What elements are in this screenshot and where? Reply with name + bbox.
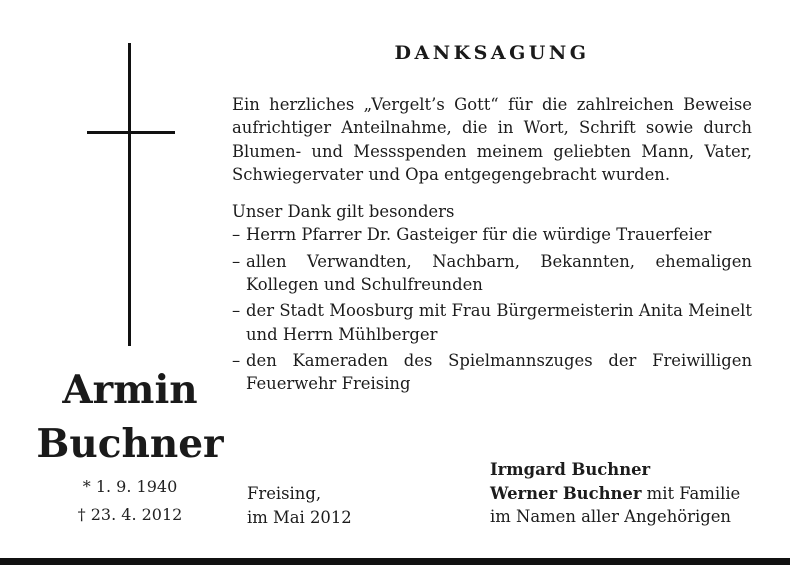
signer-line-2-rest: mit Familie — [641, 483, 741, 503]
dash-bullet: – — [232, 225, 241, 245]
cross-icon — [128, 43, 131, 346]
bottom-rule — [0, 558, 790, 565]
notice-body — [232, 93, 752, 399]
thanks-intro: Unser Dank gilt besonders — [232, 202, 455, 222]
deceased-last-name: Buchner — [36, 421, 224, 467]
signers — [490, 458, 740, 529]
place-date: im Mai 2012 — [247, 507, 352, 527]
thanks-list — [232, 223, 752, 395]
deceased-first-name: Armin — [62, 367, 198, 413]
list-item — [232, 223, 752, 246]
cross-icon-crossbar — [87, 131, 175, 134]
signer-line-3: im Namen aller Angehörigen — [490, 507, 731, 526]
intro-paragraph: Ein herzliches „Vergelt’s Gott“ für die zahlreichen Beweise aufrichtiger Anteilnahme, die in Wort, Schrift sowie durch Blumen- und Messspenden meinem geliebten Mann, Vater, Schwiegervater und Opa entgegengebracht wurden. — [232, 95, 752, 184]
thanks-item-text: allen Verwandten, Nachbarn, Bekannten, ehemaligen Kollegen und Schulfreunden — [246, 251, 752, 295]
place-and-date — [247, 482, 352, 529]
thanks-item-text: den Kameraden des Spielmannszuges der Freiwilligen Feuerwehr Freising — [246, 350, 752, 394]
dash-bullet: – — [232, 350, 241, 370]
signer-line-2 — [490, 482, 740, 506]
place-city: Freising, — [247, 484, 322, 503]
list-item — [232, 250, 752, 297]
list-item — [232, 349, 752, 396]
dash-bullet: – — [232, 301, 241, 321]
dash-bullet: – — [232, 251, 241, 271]
thanks-item-text: der Stadt Moosburg mit Frau Bürgermeisterin Anita Meinelt und Herrn Mühlberger — [246, 301, 752, 344]
thanks-item-text: Herrn Pfarrer Dr. Gasteiger für die würdige Trauerfeier — [246, 225, 712, 245]
signer-line-1: Irmgard Buchner — [490, 460, 651, 479]
signer-line-2-name: Werner Buchner — [490, 483, 642, 503]
list-item — [232, 299, 752, 346]
notice-heading: DANKSAGUNG — [394, 42, 590, 64]
birth-date: * 1. 9. 1940 — [82, 477, 178, 496]
death-date: † 23. 4. 2012 — [77, 505, 183, 524]
